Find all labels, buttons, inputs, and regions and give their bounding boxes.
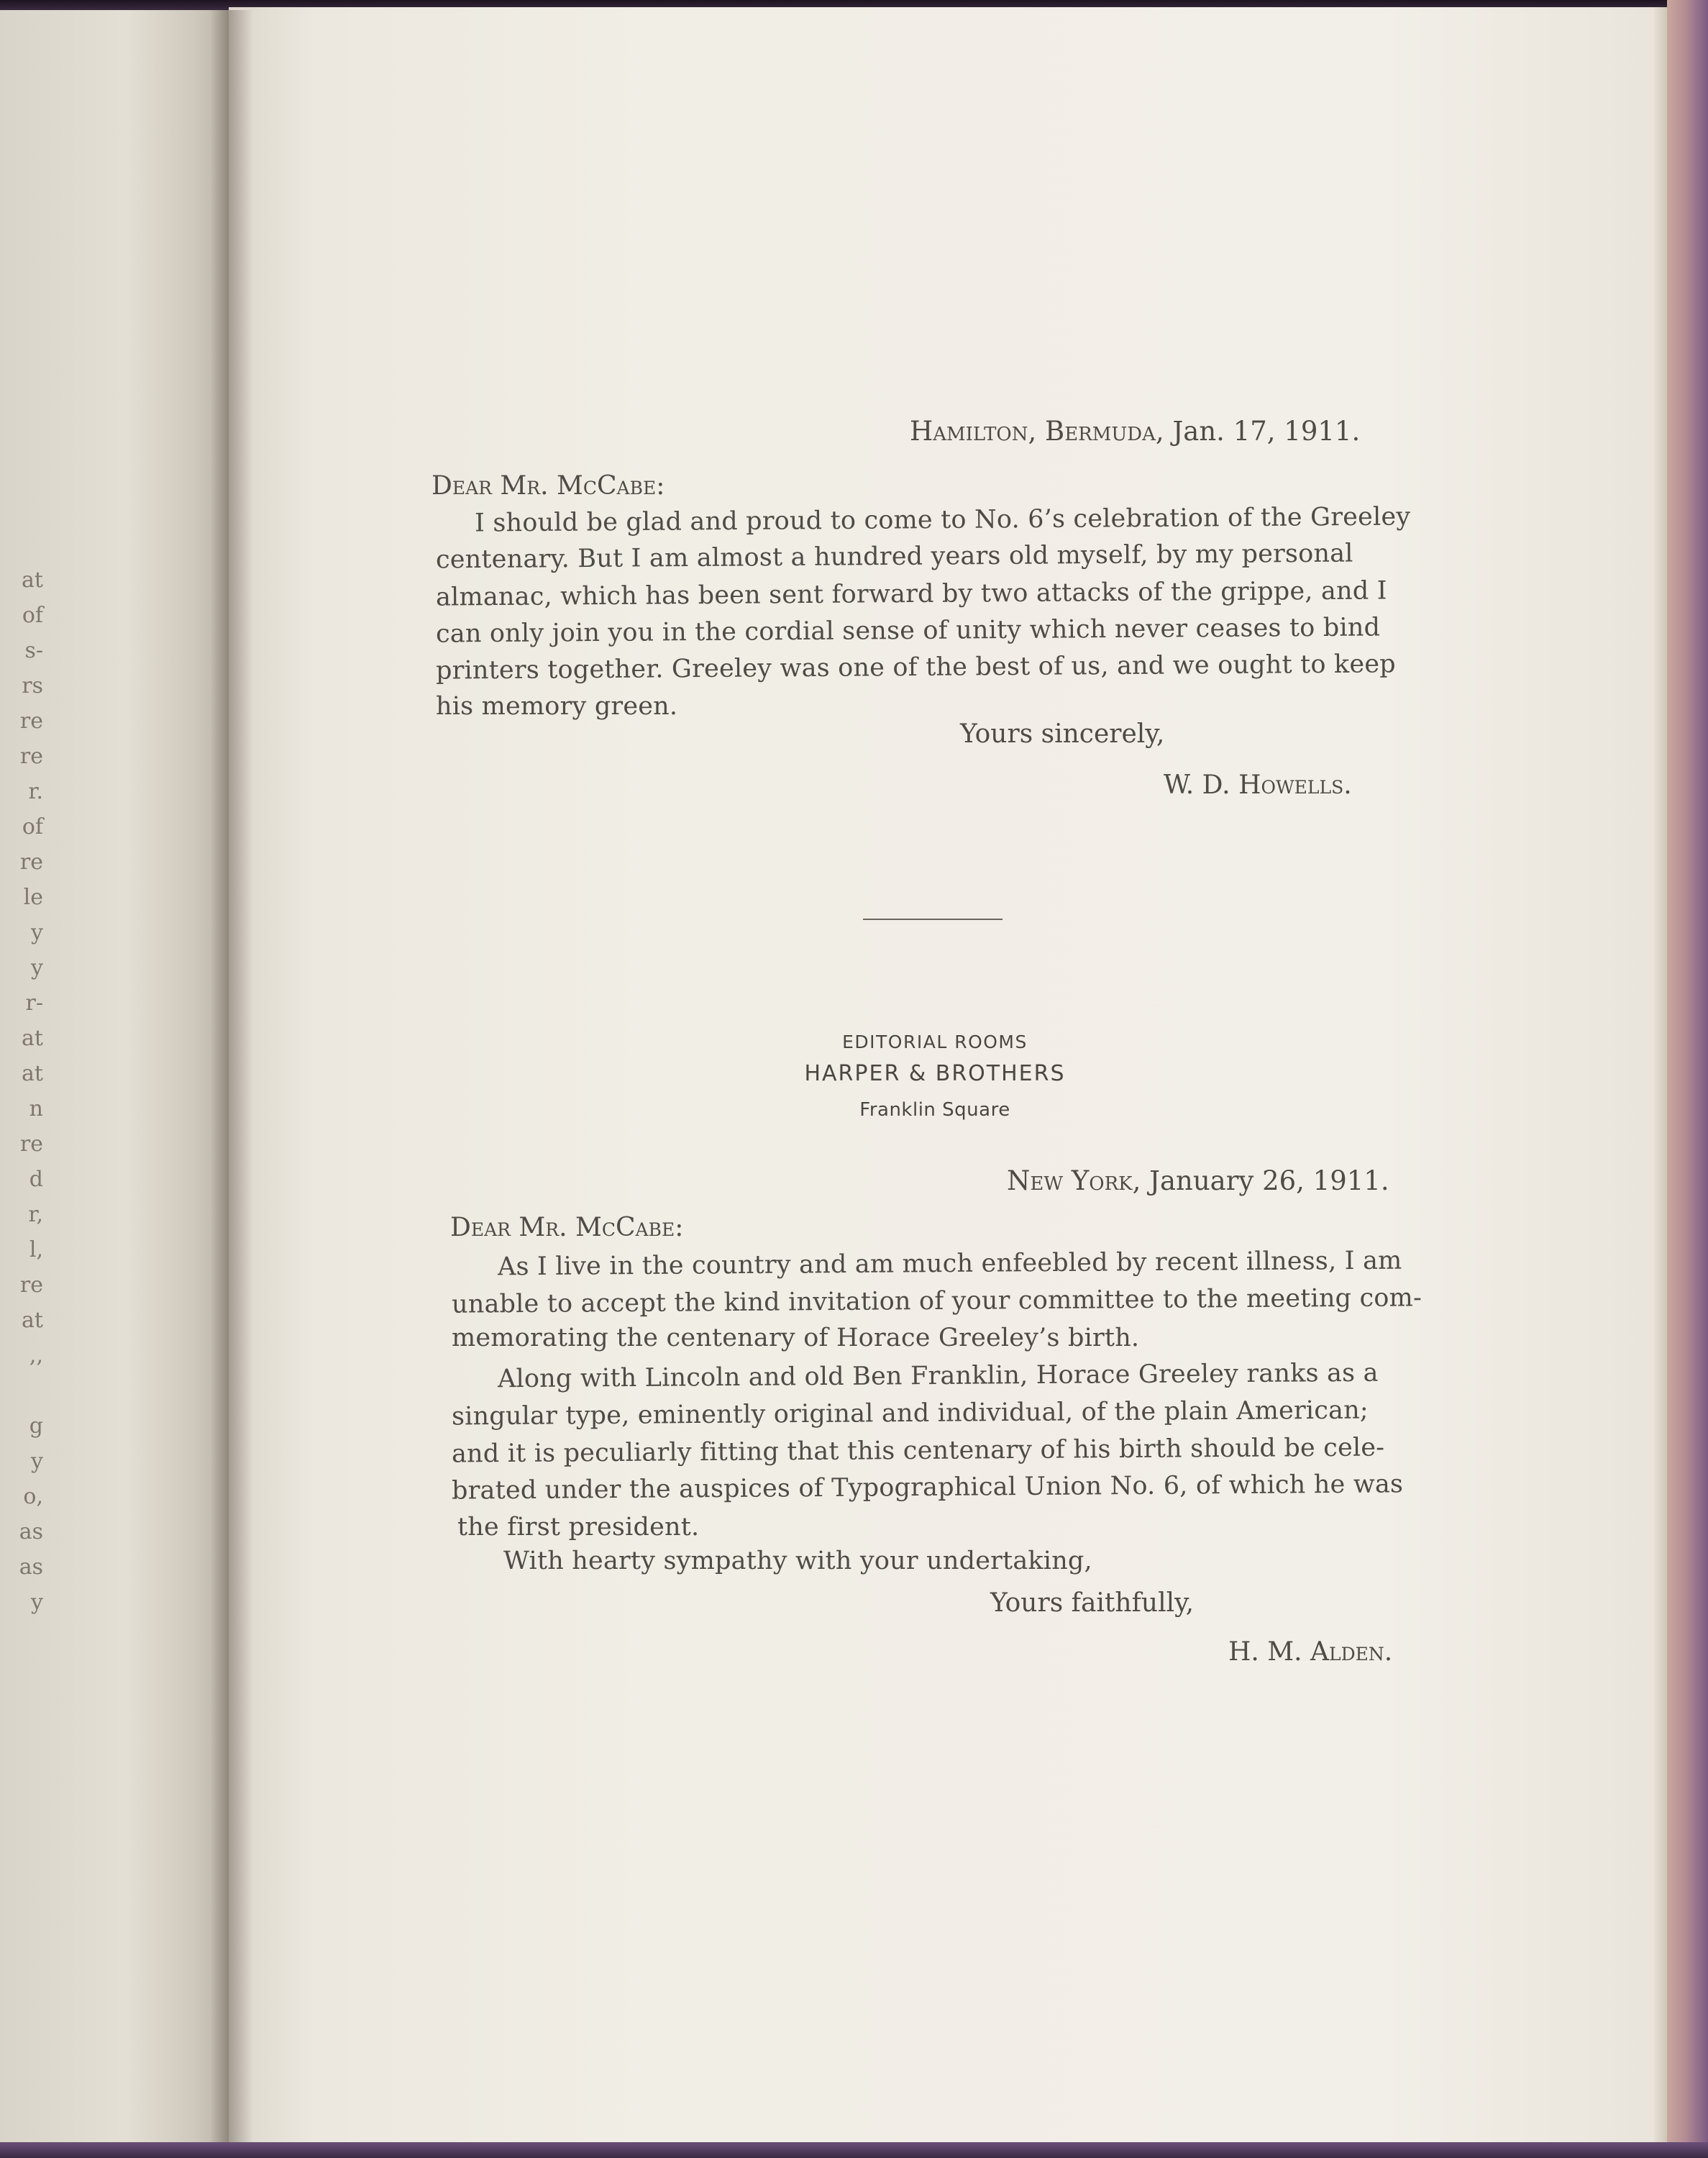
letter1-closing: Yours sincerely, — [960, 719, 1165, 749]
letter2-line-7: brated under the auspices of Typographical Union No. 6, of which he was — [451, 1470, 1404, 1506]
letter2-line-6: and it is peculiarly fitting that this centenary of his birth should be cele- — [451, 1433, 1385, 1469]
letterhead-publisher: HARPER & BROTHERS — [804, 1061, 1066, 1086]
letter2-line-3: memorating the centenary of Horace Greeley’s birth. — [452, 1324, 1140, 1352]
letter1-line-6: his memory green. — [436, 692, 678, 721]
letter2-line-8: the first president. — [457, 1513, 700, 1542]
letter1-line-1: I should be glad and proud to come to No. 6’s celebration of the Greeley — [474, 502, 1411, 538]
letter1-place-date: Hamilton, Bermuda, Jan. 17, 1911. — [910, 416, 1361, 447]
letter2-closing: Yours faithfully, — [990, 1588, 1195, 1618]
letter2-line-9: With hearty sympathy with your undertaking, — [503, 1547, 1092, 1575]
letter2-salutation: Dear Mr. McCabe: — [450, 1213, 684, 1242]
letterhead-address: Franklin Square — [859, 1099, 1010, 1121]
letter1-line-5: printers together. Greeley was one of the best of us, and we ought to keep — [435, 650, 1396, 686]
left-page — [0, 10, 229, 2144]
letter1-salutation: Dear Mr. McCabe: — [431, 471, 665, 501]
left-page-bleed-text: at of s- rs re re r. of re le y y r- at at n re d r, l, re at ,, g y o, as as y — [19, 568, 43, 1615]
letter2-signature: H. M. Alden. — [1228, 1637, 1393, 1667]
book-cover-bottom-edge — [0, 2142, 1708, 2158]
letter2-line-2: unable to accept the kind invitation of your committee to the meeting com- — [451, 1283, 1422, 1319]
book-cover-right-edge — [1667, 0, 1708, 2158]
letter2-line-5: singular type, eminently original and individual, of the plain American; — [451, 1396, 1369, 1431]
letter1-line-3: almanac, which has been sent forward by two attacks of the grippe, and I — [435, 576, 1387, 612]
page-edge — [1654, 7, 1667, 2144]
letter2-line-4: Along with Lincoln and old Ben Franklin, Horace Greeley ranks as a — [497, 1358, 1379, 1394]
letterhead-editorial-rooms: EDITORIAL ROOMS — [842, 1032, 1028, 1052]
letter2-place-date: New York, January 26, 1911. — [1007, 1165, 1389, 1196]
letter1-signature: W. D. Howells. — [1164, 770, 1352, 800]
letter1-line-4: can only join you in the cordial sense of unity which never ceases to bind — [435, 613, 1381, 649]
section-divider-rule — [863, 919, 1003, 920]
letter1-line-2: centenary. But I am almost a hundred years old myself, by my personal — [435, 539, 1353, 575]
book-gutter — [210, 10, 253, 2144]
letter2-line-1: As I live in the country and am much enfeebled by recent illness, I am — [497, 1246, 1402, 1282]
